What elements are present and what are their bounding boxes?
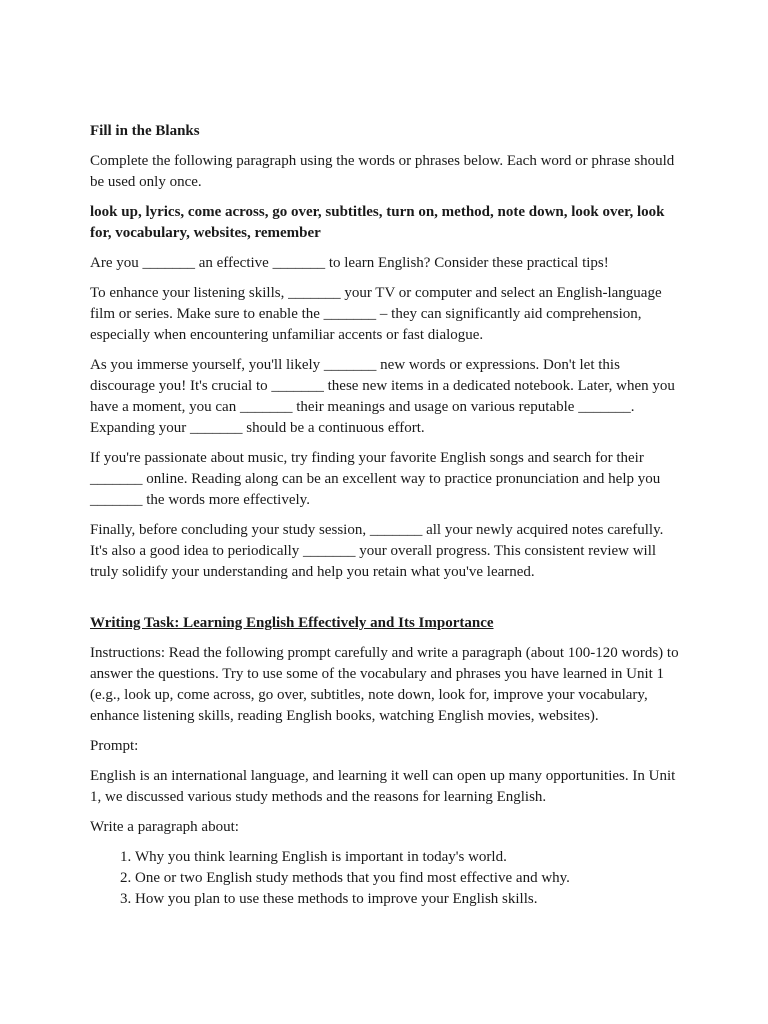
exercise-paragraph-1: Are you _______ an effective _______ to learn English? Consider these practical tips! <box>90 255 609 271</box>
writing-task-instructions: Instructions: Read the following prompt carefully and write a paragraph (about 100-120 words) to answer the questions. Try to use some of the vocabulary and phrases you have learned in Unit 1 (e.g., look up, come across, go over, subtitles, note down, look for, improve your vocabulary, enhance listening skills, reading English books, watching English movies, websites). <box>90 645 679 724</box>
prompt-label: Prompt: <box>90 738 139 754</box>
prompt-text: English is an international language, and learning it well can open up many opportunities. In Unit 1, we discussed various study methods and the reasons for learning English. <box>90 768 676 805</box>
exercise-paragraph-5: Finally, before concluding your study session, _______ all your newly acquired notes carefully. It's also a good idea to periodically _______ your overall progress. This consistent review will truly solidify your understanding and help you retain what you've learned. <box>90 522 664 580</box>
word-bank: look up, lyrics, come across, go over, subtitles, turn on, method, note down, look over, look for, vocabulary, websites, remember <box>90 204 665 241</box>
writing-task-title: Writing Task: Learning English Effectively and Its Importance <box>90 615 494 631</box>
document-page <box>90 121 682 910</box>
exercise-paragraph-3: As you immerse yourself, you'll likely _______ new words or expressions. Don't let this discourage you! It's crucial to _______ these new items in a dedicated notebook. Later, when you have a moment, you can _______ their meanings and usage on various reputable _______. Expanding your _______ should be a continuous effort. <box>90 357 675 436</box>
list-item: 1. Why you think learning English is important in today's world. <box>135 847 682 868</box>
list-item: 3. How you plan to use these methods to improve your English skills. <box>135 889 682 910</box>
fill-blanks-instructions: Complete the following paragraph using the words or phrases below. Each word or phrase should be used only once. <box>90 153 675 190</box>
exercise-paragraph-4: If you're passionate about music, try finding your favorite English songs and search for their _______ online. Reading along can be an excellent way to practice pronunciation and help you _______ the words more effectively. <box>90 450 661 508</box>
fill-blanks-title: Fill in the Blanks <box>90 123 200 139</box>
list-intro: Write a paragraph about: <box>90 819 239 835</box>
exercise-paragraph-2: To enhance your listening skills, _______ your TV or computer and select an English-language film or series. Make sure to enable the _______ – they can significantly aid comprehension, especially when encountering unfamiliar accents or fast dialogue. <box>90 285 662 343</box>
writing-task-section <box>90 613 682 910</box>
writing-task-list <box>90 847 682 910</box>
list-item: 2. One or two English study methods that you find most effective and why. <box>135 868 682 889</box>
